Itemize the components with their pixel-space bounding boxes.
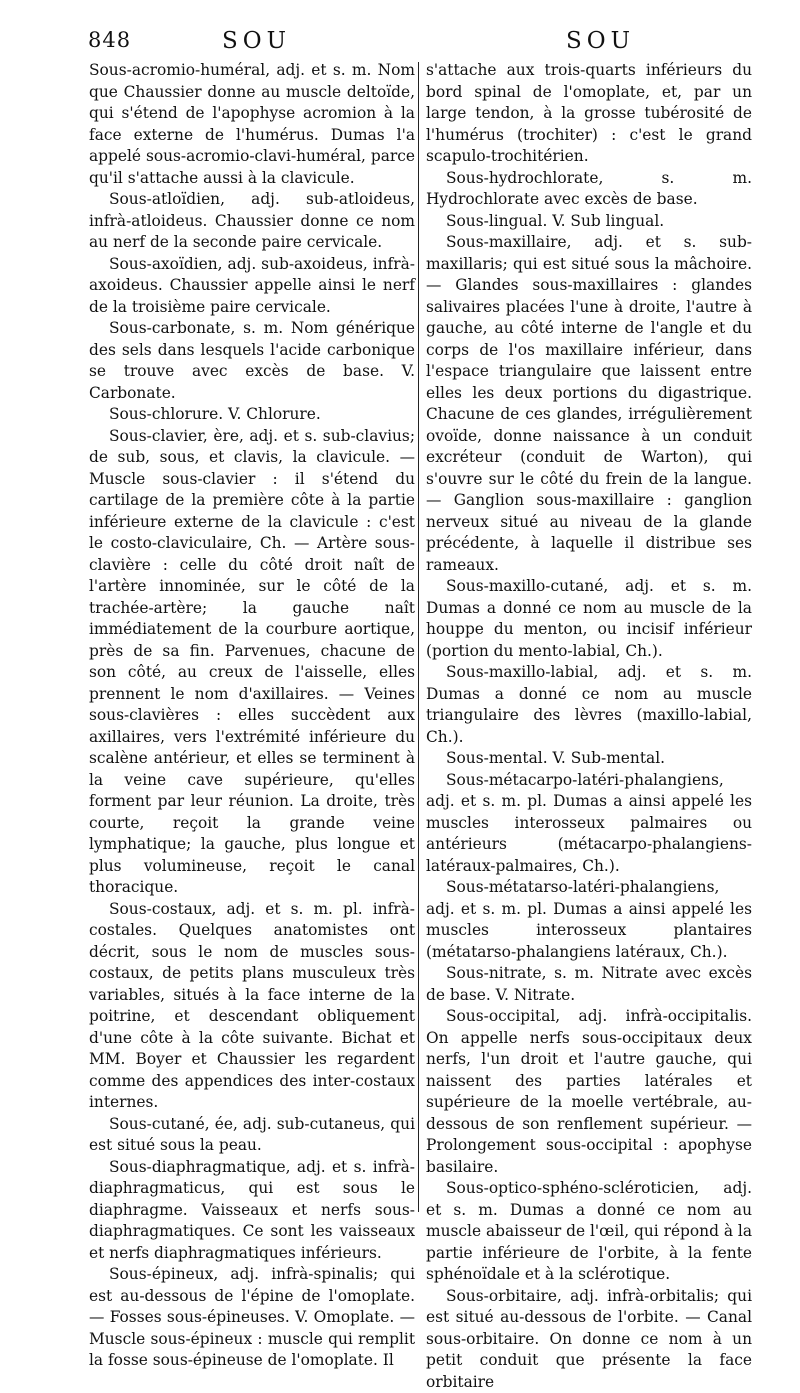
running-head-right: SOU — [566, 28, 635, 54]
column-divider — [418, 62, 419, 1212]
entry-sous-maxillo-cutane: Sous-maxillo-cutané, adj. et s. m. Dumas a donné ce nom au muscle de la houppe du menton, ou incisif inférieur (portion du mento-labial, Ch.). — [426, 576, 752, 662]
entry-sous-epineux: Sous-épineux, adj. infrà-spinalis; qui est au-dessous de l'épine de l'omoplate. — Fosses sous-épineuses. V. Omoplate. — Muscle sous-épineux : muscle qui remplit la fosse sous-épineuse de l'omoplate. Il — [89, 1264, 415, 1372]
entry-sous-diaphragmatique: Sous-diaphragmatique, adj. et s. infrà-diaphragmaticus, qui est sous le diaphragme. Vaisseaux et nerfs sous-diaphragmatiques. Ce sont les vaisseaux et nerfs diaphragmatiques inférieurs. — [89, 1157, 415, 1265]
entry-sous-carbonate: Sous-carbonate, s. m. Nom générique des sels dans lesquels l'acide carbonique se trouve avec excès de base. V. Carbonate. — [89, 318, 415, 404]
entry-sous-acromio-humeral: Sous-acromio-huméral, adj. et s. m. Nom que Chaussier donne au muscle deltoïde, qui s'étend de l'apophyse acromion à la face externe de l'humérus. Dumas l'a appelé sous-acromio-clavi-huméral, parce qu'il s'attache aussi à la clavicule. — [89, 60, 415, 189]
entry-sous-costaux: Sous-costaux, adj. et s. m. pl. infrà-costales. Quelques anatomistes ont décrit, sous le nom de muscles sous-costaux, de petits plans musculeux très variables, situés à la face interne de la poitrine, et descendant obliquement d'une côte à la côte suivante. Bichat et MM. Boyer et Chaussier les regardent comme des appendices des inter-costaux internes. — [89, 899, 415, 1114]
right-column — [426, 60, 752, 1393]
entry-sous-occipital: Sous-occipital, adj. infrà-occipitalis. On appelle nerfs sous-occipitaux deux nerfs, l'un droit et l'autre gauche, qui naissent des parties latérales et supérieure de la moelle vertébrale, au-dessous de son renflement supérieur. — Prolongement sous-occipital : apophyse basilaire. — [426, 1006, 752, 1178]
entry-sous-atloidien: Sous-atloïdien, adj. sub-atloideus, infrà-atloideus. Chaussier donne ce nom au nerf de la seconde paire cervicale. — [89, 189, 415, 254]
left-column — [89, 60, 415, 1372]
entry-sous-clavier: Sous-clavier, ère, adj. et s. sub-clavius; de sub, sous, et clavis, la clavicule. — Muscle sous-clavier : il s'étend du cartilage de la première côte à la partie inférieure externe de la clavicule : c'est le costo-claviculaire, Ch. — Artère sous-clavière : celle du côté droit naît de l'artère innominée, sur le côté de la trachée-artère; la gauche naît immédiatement de la courbure aortique, près de sa fin. Parvenues, chacune de son côté, au creux de l'aisselle, elles prennent le nom d'axillaires. — Veines sous-clavières : elles succèdent aux axillaires, vers l'extrémité inférieure du scalène antérieur, et elles se terminent à la veine cave supérieure, qu'elles forment par leur réunion. La droite, très courte, reçoit la grande veine lymphatique; la gauche, plus longue et plus volumineuse, reçoit le canal thoracique. — [89, 426, 415, 899]
entry-sous-mental: Sous-mental. V. Sub-mental. — [426, 748, 752, 770]
page-number: 848 — [88, 28, 131, 52]
entry-sous-cutane: Sous-cutané, ée, adj. sub-cutaneus, qui est situé sous la peau. — [89, 1114, 415, 1157]
entry-sous-maxillaire: Sous-maxillaire, adj. et s. sub-maxillaris; qui est situé sous la mâchoire. — Glandes sous-maxillaires : glandes salivaires placées l'une à droite, l'autre à gauche, au côté interne de l'angle et du corps de l'os maxillaire inférieur, dans l'espace triangulaire que laissent entre elles les deux portions du digastrique. Chacune de ces glandes, irrégulièrement ovoïde, donne naissance à un conduit excréteur (conduit de Warton), qui s'ouvre sur le côté du frein de la langue. — Ganglion sous-maxillaire : ganglion nerveux situé au niveau de la glande précédente, à laquelle il distribue ses rameaux. — [426, 232, 752, 576]
entry-sous-hydrochlorate: Sous-hydrochlorate, s. m. Hydrochlorate avec excès de base. — [426, 168, 752, 211]
entry-sous-orbitaire: Sous-orbitaire, adj. infrà-orbitalis; qui est situé au-dessous de l'orbite. — Canal sous-orbitaire. On donne ce nom à un petit conduit que présente la face orbitaire — [426, 1286, 752, 1393]
entry-sous-chlorure: Sous-chlorure. V. Chlorure. — [89, 404, 415, 426]
entry-sous-optico: Sous-optico-sphéno-scléroticien, adj. et s. m. Dumas a donné ce nom au muscle abaisseur de l'œil, qui répond à la partie inférieure de l'orbite, à la fente sphénoïdale et à la sclérotique. — [426, 1178, 752, 1286]
running-head-left: SOU — [222, 28, 291, 54]
entry-sous-metatarso: Sous-métatarso-latéri-phalangiens, adj. et s. m. pl. Dumas a ainsi appelé les muscles interosseux plantaires (métatarso-phalangiens latéraux, Ch.). — [426, 877, 752, 963]
entry-sous-lingual: Sous-lingual. V. Sub lingual. — [426, 211, 752, 233]
entry-sous-axoidien: Sous-axoïdien, adj. sub-axoideus, infrà-axoideus. Chaussier appelle ainsi le nerf de la troisième paire cervicale. — [89, 254, 415, 319]
entry-sous-nitrate: Sous-nitrate, s. m. Nitrate avec excès de base. V. Nitrate. — [426, 963, 752, 1006]
entry-sous-maxillo-labial: Sous-maxillo-labial, adj. et s. m. Dumas a donné ce nom au muscle triangulaire des lèvres (maxillo-labial, Ch.). — [426, 662, 752, 748]
entry-continuation: s'attache aux trois-quarts inférieurs du bord spinal de l'omoplate, et, par un large tendon, à la grosse tubérosité de l'humérus (trochiter) : c'est le grand scapulo-trochitérien. — [426, 60, 752, 168]
entry-sous-metacarpo: Sous-métacarpo-latéri-phalangiens, adj. et s. m. pl. Dumas a ainsi appelé les muscles interosseux palmaires ou antérieurs (métacarpo-phalangiens-latéraux-palmaires, Ch.). — [426, 770, 752, 878]
